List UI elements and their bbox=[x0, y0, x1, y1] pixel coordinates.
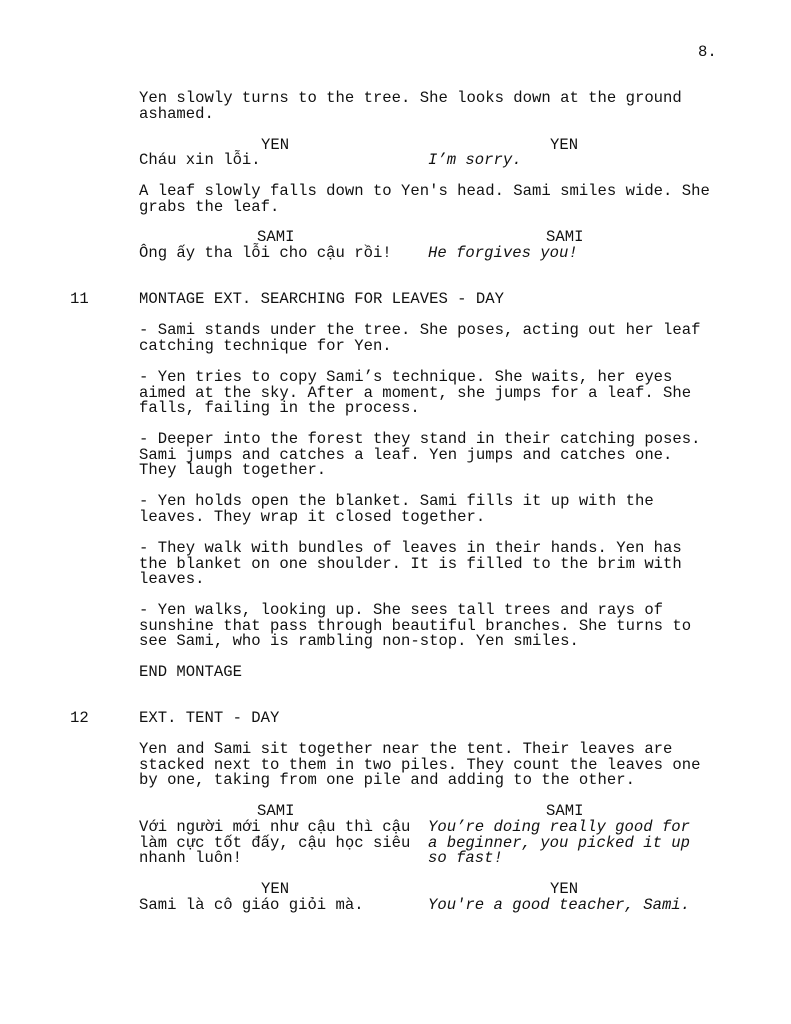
montage-item: - Yen walks, looking up. She sees tall trees and rays of sunshine that pass through beautiful branches. She turns to see Sami, who is rambling non-stop. Yen smiles. bbox=[139, 601, 692, 650]
end-montage: END MONTAGE bbox=[139, 663, 242, 681]
montage-item: - Yen holds open the blanket. Sami fills it up with the leaves. They wrap it closed together. bbox=[139, 492, 654, 526]
montage-item: - Yen tries to copy Sami’s technique. She waits, her eyes aimed at the sky. After a moment, she jumps for a leaf. She falls, failing in the process. bbox=[139, 368, 692, 417]
character-name-left: SAMI bbox=[257, 228, 295, 246]
dialogue-english: I’m sorry. bbox=[428, 151, 522, 169]
character-name-right: YEN bbox=[550, 136, 579, 154]
character-name-right: SAMI bbox=[546, 228, 584, 246]
montage-item: - Deeper into the forest they stand in their catching poses. Sami jumps and catches a leaf. Yen jumps and catches one. They laugh together. bbox=[139, 430, 701, 479]
page-number: 8. bbox=[698, 43, 717, 61]
scene-number: 12 bbox=[70, 709, 89, 727]
dialogue-vietnamese: Sami là cô giáo giỏi mà. bbox=[139, 896, 364, 914]
montage-item: - Sami stands under the tree. She poses, acting out her leaf catching technique for Yen. bbox=[139, 321, 701, 355]
dialogue-english: He forgives you! bbox=[428, 244, 578, 262]
action-line: A leaf slowly falls down to Yen's head. Sami smiles wide. She grabs the leaf. bbox=[139, 182, 710, 216]
character-name-right: YEN bbox=[550, 880, 579, 898]
dialogue-vietnamese: Ông ấy tha lỗi cho cậu rồi! bbox=[139, 244, 392, 262]
scene-number: 11 bbox=[70, 290, 89, 308]
dialogue-vietnamese: Cháu xin lỗi. bbox=[139, 151, 261, 169]
character-name-left: YEN bbox=[261, 136, 290, 154]
montage-item: - They walk with bundles of leaves in their hands. Yen has the blanket on one shoulder. It is filled to the brim with leaves. bbox=[139, 539, 682, 588]
dialogue-english: You're a good teacher, Sami. bbox=[428, 896, 691, 914]
character-name-right: SAMI bbox=[546, 802, 584, 820]
dialogue-english: You’re doing really good for a beginner, you picked it up so fast! bbox=[428, 818, 691, 867]
scene-heading: MONTAGE EXT. SEARCHING FOR LEAVES - DAY bbox=[139, 290, 504, 308]
action-line: Yen slowly turns to the tree. She looks down at the ground ashamed. bbox=[139, 89, 682, 123]
dialogue-vietnamese: Với người mới như cậu thì cậu làm cực tốt đấy, cậu học siêu nhanh luôn! bbox=[139, 818, 411, 867]
character-name-left: SAMI bbox=[257, 802, 295, 820]
character-name-left: YEN bbox=[261, 880, 290, 898]
scene-heading: EXT. TENT - DAY bbox=[139, 709, 280, 727]
action-line: Yen and Sami sit together near the tent. Their leaves are stacked next to them in two piles. They count the leaves one by one, taking from one pile and adding to the other. bbox=[139, 740, 701, 789]
